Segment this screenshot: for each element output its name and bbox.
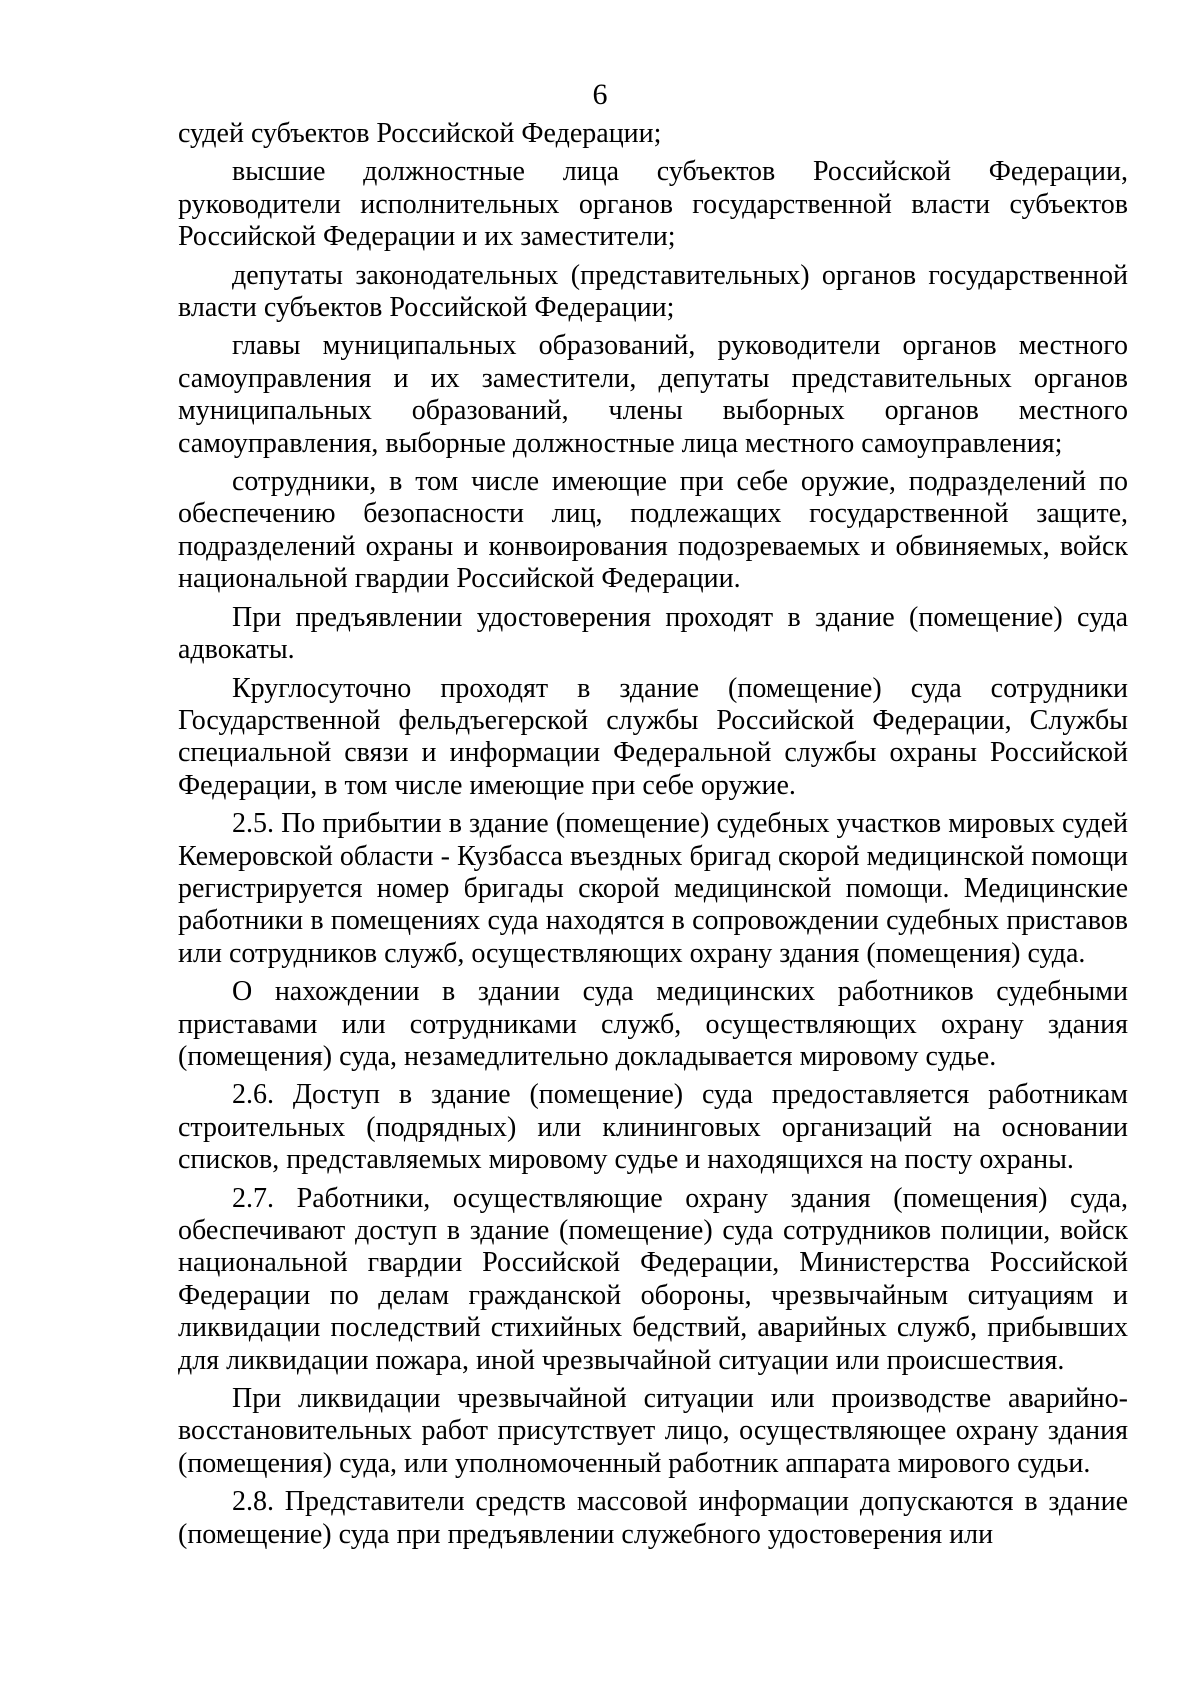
paragraph-3: депутаты законодательных (представительных) органов государственной власти субъектов Российской Федерации; bbox=[178, 259, 1128, 324]
paragraph-7: Круглосуточно проходят в здание (помещение) суда сотрудники Государственной фельдъегерской службы Российской Федерации, Службы специальной связи и информации Федеральной службы охраны Российской Федерации, в том числе имеющие при себе оружие. bbox=[178, 672, 1128, 801]
paragraph-13: 2.8. Представители средств массовой информации допускаются в здание (помещение) суда при предъявлении служебного удостоверения или bbox=[178, 1486, 1128, 1550]
paragraph-1: судей субъектов Российской Федерации; bbox=[178, 118, 662, 149]
paragraph-5: сотрудники, в том числе имеющие при себе оружие, подразделений по обеспечению безопасности лиц, подлежащих государственной защите, подразделений охраны и конвоирования подозреваемых и обвиняемых, войск национальной гвардии Российской Федерации. bbox=[178, 466, 1128, 595]
paragraph-10: 2.6. Доступ в здание (помещение) суда предоставляется работникам строительных (подрядных) или клининговых организаций на основании списков, представляемых мировому судье и находящихся на посту охраны. bbox=[178, 1079, 1128, 1176]
paragraph-8: 2.5. По прибытии в здание (помещение) судебных участков мировых судей Кемеровской области - Кузбасса въездных бригад скорой медицинской помощи регистрируется номер бригады скорой медицинской помощи. Медицинские работники в помещениях суда находятся в сопровождении судебных приставов или сотрудников служб, осуществляющих охрану здания (помещения) суда. bbox=[178, 808, 1128, 969]
paragraph-12: При ликвидации чрезвычайной ситуации или производстве аварийно-восстановительных работ присутствует лицо, осуществляющее охрану здания (помещения) суда, или уполномоченный работник аппарата мирового судьи. bbox=[178, 1383, 1128, 1479]
paragraph-11: 2.7. Работники, осуществляющие охрану здания (помещения) суда, обеспечивают доступ в здание (помещение) суда сотрудников полиции, войск национальной гвардии Российской Федерации, Министерства Российской Федерации по делам гражданской обороны, чрезвычайным ситуациям и ликвидации последствий стихийных бедствий, аварийных служб, прибывших для ликвидации пожара, иной чрезвычайной ситуации или происшествия. bbox=[178, 1182, 1128, 1376]
document-body bbox=[178, 118, 1128, 1551]
paragraph-6: При предъявлении удостоверения проходят в здание (помещение) суда адвокаты. bbox=[178, 601, 1128, 666]
paragraph-9: О нахождении в здании суда медицинских работников судебными приставами или сотрудниками служб, осуществляющих охрану здания (помещения) суда, незамедлительно докладывается мировому судье. bbox=[178, 976, 1128, 1072]
paragraph-2: высшие должностные лица субъектов Российской Федерации, руководители исполнительных органов государственной власти субъектов Российской Федерации и их заместители; bbox=[178, 156, 1128, 253]
paragraph-4: главы муниципальных образований, руководители органов местного самоуправления и их заместители, депутаты представительных органов муниципальных образований, члены выборных органов местного самоуправления, выборные должностные лица местного самоуправления; bbox=[178, 330, 1128, 459]
page-number: 6 bbox=[592, 78, 608, 111]
